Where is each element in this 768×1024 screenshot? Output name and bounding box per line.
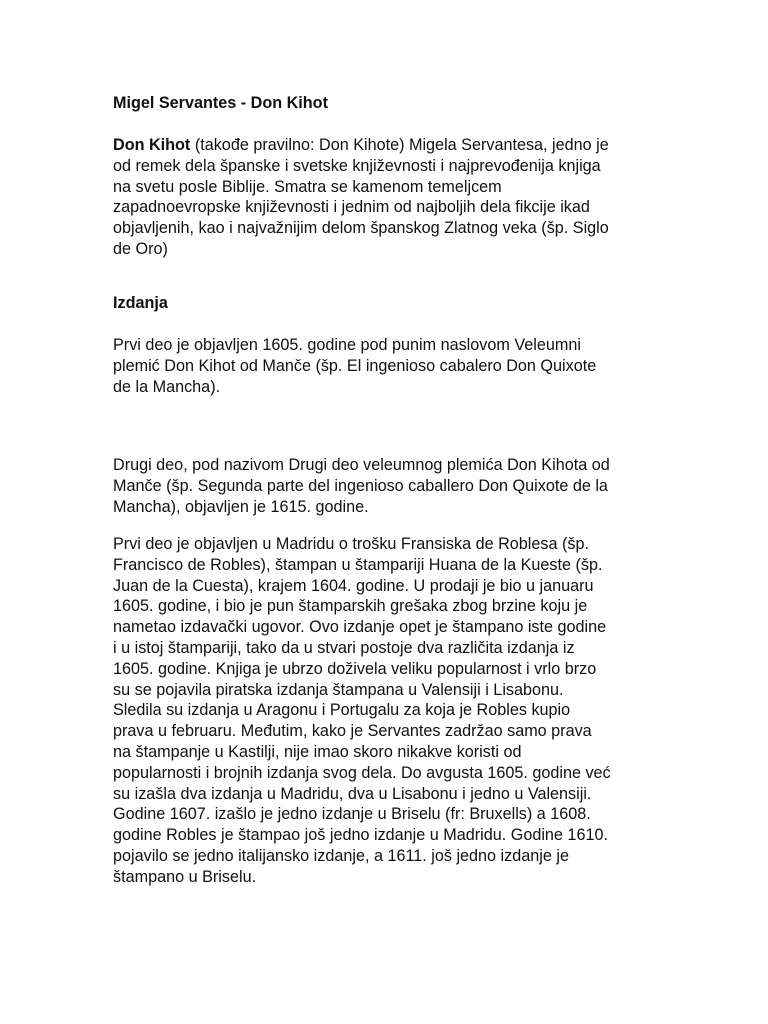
paragraph-drugi-deo: [113, 455, 610, 517]
intro-line: de Oro): [113, 239, 168, 258]
paragraph-prvi-deo: [113, 335, 596, 397]
paragraph-line: de la Mancha).: [113, 377, 221, 396]
intro-paragraph: [113, 135, 609, 260]
intro-line: od remek dela španske i svetske književnosti i najprevođenija knjiga: [113, 156, 601, 175]
paragraph-line: Prvi deo je objavljen 1605. godine pod punim naslovom Veleumni: [113, 336, 581, 354]
section-heading-text: Izdanja: [113, 294, 168, 312]
intro-line: zapadnoevropske književnosti i jednim od najboljih dela fikcije ikad: [113, 198, 590, 217]
paragraph-line: i u istoj štampariji, tako da u stvari postoje dva različita izdanja iz: [113, 638, 575, 657]
paragraph-line: štampano u Briselu.: [113, 867, 257, 886]
paragraph-line: su izašla dva izdanja u Madridu, dva u Lisabonu i jedno u Valensiji.: [113, 784, 592, 803]
paragraph-line: na štampanje u Kastilji, nije imao skoro nikakve koristi od: [113, 742, 522, 761]
paragraph-line: 1605. godine. Knjiga je ubrzo doživela veliku popularnost i vrlo brzo: [113, 659, 597, 678]
paragraph-line: su se pojavila piratska izdanja štampana u Valensiji i Lisabonu.: [113, 680, 564, 699]
section-heading-izdanja: [113, 293, 168, 314]
paragraph-line: Godine 1607. izašlo je jedno izdanje u Briselu (fr: Bruxells) a 1608.: [113, 805, 591, 824]
document-title-text: Migel Servantes - Don Kihot: [113, 94, 328, 112]
paragraph-madrid-izdanje: [113, 534, 611, 888]
intro-line: [113, 135, 609, 156]
paragraph-line: Mancha), objavljen je 1615. godine.: [113, 497, 369, 516]
paragraph-line: Drugi deo, pod nazivom Drugi deo veleumnog plemića Don Kihota od: [113, 456, 610, 474]
intro-first-line-rest: (takođe pravilno: Don Kihote) Migela Servantesa, jedno je: [190, 136, 609, 154]
paragraph-line: prava u februaru. Međutim, kako je Servantes zadržao samo prava: [113, 722, 592, 741]
paragraph-line: Francisco de Robles), štampan u štampariji Huana de la Kueste (šp.: [113, 555, 603, 574]
intro-bold-lead: Don Kihot: [113, 136, 191, 154]
paragraph-line: Sledila su izdanja u Aragonu i Portugalu za koja je Robles kupio: [113, 701, 571, 720]
paragraph-line: Manče (šp. Segunda parte del ingenioso caballero Don Quixote de la: [113, 476, 608, 495]
document-title: [113, 93, 328, 114]
paragraph-line: Prvi deo je objavljen u Madridu o trošku Fransiska de Roblesa (šp.: [113, 535, 589, 553]
paragraph-line: popularnosti i brojnih izdanja svog dela. Do avgusta 1605. godine već: [113, 763, 611, 782]
paragraph-line: Juan de la Cuesta), krajem 1604. godine. U prodaji je bio u januaru: [113, 576, 594, 595]
paragraph-line: nametao izdavački ugovor. Ovo izdanje opet je štampano iste godine: [113, 618, 607, 637]
paragraph-line: 1605. godine, i bio je pun štamparskih grešaka zbog brzine koju je: [113, 597, 588, 616]
paragraph-line: pojavilo se jedno italijansko izdanje, a 1611. još jedno izdanje je: [113, 846, 569, 865]
intro-line: na svetu posle Biblije. Smatra se kamenom temeljcem: [113, 177, 502, 196]
paragraph-line: godine Robles je štampao još jedno izdanje u Madridu. Godine 1610.: [113, 826, 608, 845]
paragraph-line: plemić Don Kihot od Manče (šp. El ingenioso cabalero Don Quixote: [113, 356, 597, 375]
intro-line: objavljenih, kao i najvažnijim delom španskog Zlatnog veka (šp. Siglo: [113, 219, 609, 238]
